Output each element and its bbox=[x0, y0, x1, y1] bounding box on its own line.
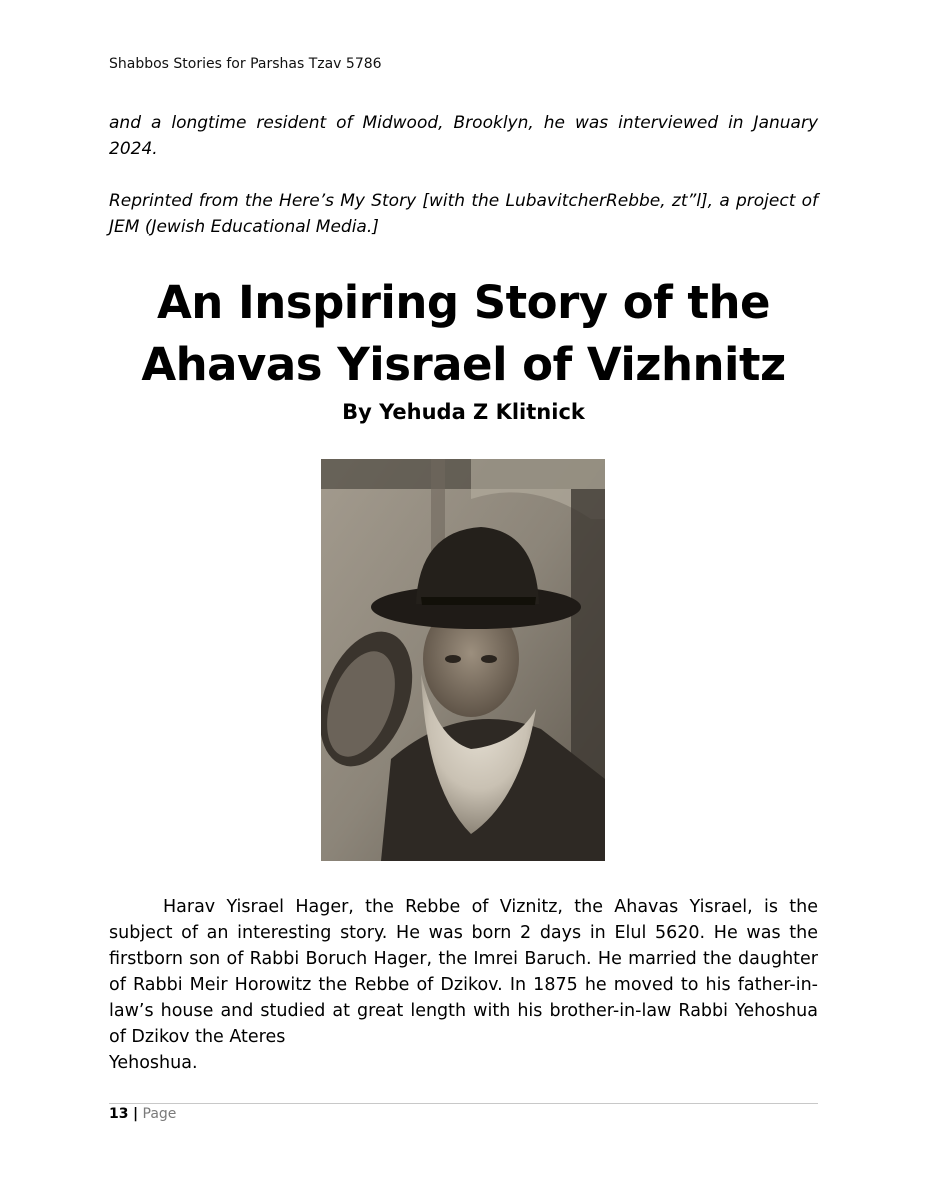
intro-paragraph-1: and a longtime resident of Midwood, Brooklyn, he was interviewed in January 2024. bbox=[109, 113, 818, 159]
article-body bbox=[109, 894, 818, 1076]
article-title bbox=[109, 272, 818, 396]
page-footer bbox=[109, 1106, 176, 1122]
title-line-1: An Inspiring Story of the bbox=[156, 276, 771, 329]
reprint-credit: Reprinted from the Here’s My Story [with the LubavitcherRebbe, zt”l], a project of JEM (Jewish Educational Media.] bbox=[109, 191, 818, 237]
title-line-2: Ahavas Yisrael of Vizhnitz bbox=[141, 338, 786, 391]
rebbe-portrait-photo bbox=[321, 459, 605, 861]
page-number: 13 bbox=[109, 1106, 129, 1122]
body-paragraph: Harav Yisrael Hager, the Rebbe of Viznitz, the Ahavas Yisrael, is the subject of an interesting story. He was born 2 days in Elul 5620. He was the firstborn son of Rabbi Boruch Hager, the Imrei Baruch. He married the daughter of Rabbi Meir Horowitz the Rebbe of Dzikov. In 1875 he moved to his father-in-law’s house and studied at great length with his brother-in-law Rabbi Yehoshua of Dzikov the Ateres bbox=[109, 897, 818, 1047]
body-paragraph-tail: Yehoshua. bbox=[109, 1053, 198, 1073]
running-header: Shabbos Stories for Parshas Tzav 5786 bbox=[109, 56, 382, 72]
article-byline: By Yehuda Z Klitnick bbox=[342, 400, 585, 424]
page-label: Page bbox=[142, 1106, 177, 1122]
page-separator: | bbox=[132, 1106, 139, 1122]
footer-divider bbox=[109, 1103, 818, 1104]
